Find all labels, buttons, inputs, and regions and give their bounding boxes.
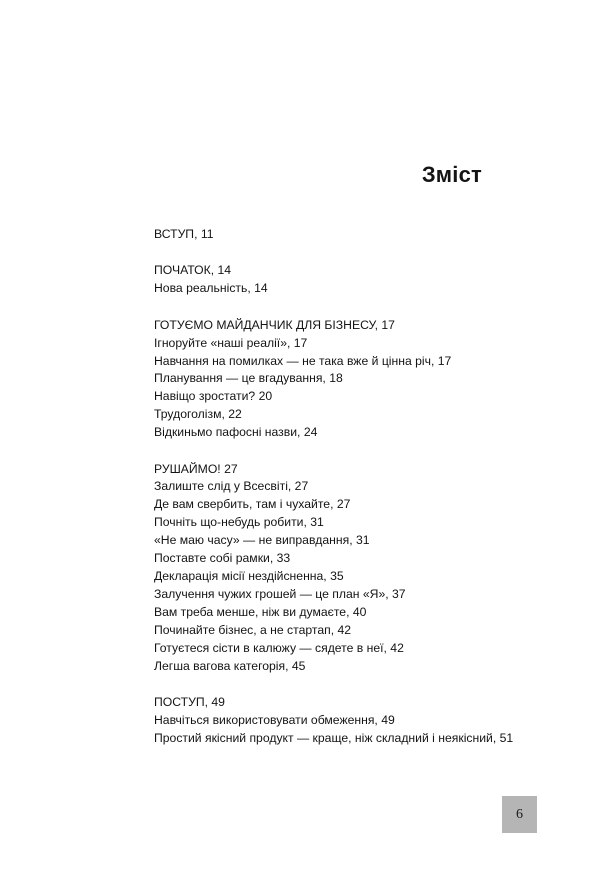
toc-entry: Навіщо зростати? 20 [154,389,273,404]
toc-heading: ГОТУЄМО МАЙДАНЧИК ДЛЯ БІЗНЕСУ, 17 [154,317,395,332]
toc-section-intro [154,226,514,244]
toc-entry: Легша вагова категорія, 45 [154,658,306,673]
table-of-contents [154,226,514,766]
toc-entry: Декларація місії нездійсненна, 35 [154,569,344,583]
toc-entry: Навчіться використовувати обмеження, 49 [154,712,395,727]
toc-heading: ПОСТУП, 49 [154,694,225,709]
toc-entry: Простий якісний продукт — краще, ніж складний і неякісний, 51 [154,730,514,745]
toc-entry: Ігноруйте «наші реалії», 17 [154,335,308,350]
toc-entry: Готуєтеся сісти в калюжу — сядете в неї, 42 [154,640,404,655]
toc-entry: Трудоголізм, 22 [154,407,242,422]
toc-entry: «Не маю часу» — не виправдання, 31 [154,533,370,548]
toc-entry: Залучення чужих грошей — це план «Я», 37 [154,586,406,601]
toc-section-go [154,461,514,676]
toc-entry: Почніть що-небудь робити, 31 [154,515,324,530]
page-number: 6 [502,796,537,833]
toc-entry: Нова реальність, 14 [154,281,268,296]
toc-heading: ВСТУП, 11 [154,227,214,241]
toc-entry: Вам треба менше, ніж ви думаєте, 40 [154,604,367,619]
toc-section-start [154,262,514,298]
toc-entry: Починайте бізнес, а не стартап, 42 [154,622,352,637]
toc-heading: ПОЧАТОК, 14 [154,263,232,278]
toc-heading: РУШАЙМО! 27 [154,461,238,476]
toc-entry: Поставте собі рамки, 33 [154,551,291,566]
toc-section-prepare [154,317,514,442]
toc-entry: Планування — це вгадування, 18 [154,371,343,386]
toc-section-progress [154,694,514,748]
page-title: Зміст [421,162,482,187]
toc-entry: Де вам свербить, там і чухайте, 27 [154,497,351,512]
toc-entry: Навчання на помилках — не така вже й цінна річ, 17 [154,353,452,368]
toc-entry: Відкиньмо пафосні назви, 24 [154,425,318,440]
toc-entry: Залиште слід у Всесвіті, 27 [154,479,309,494]
